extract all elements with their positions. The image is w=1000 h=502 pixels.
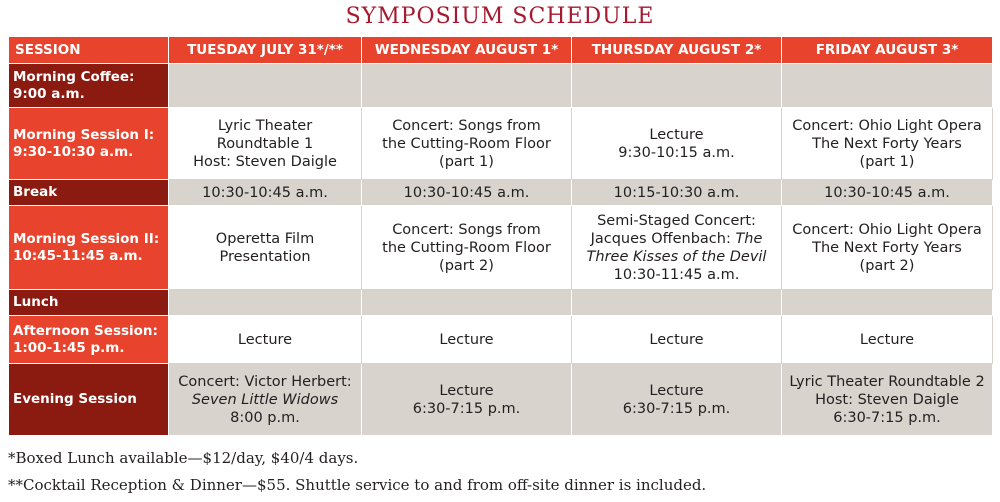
row-morning-session-2 <box>9 206 993 290</box>
footnote-cocktail-reception: **Cocktail Reception & Dinner—$55. Shuttle service to and from off-site dinner is included. <box>8 476 707 494</box>
schedule-cell: Lecture <box>362 316 572 364</box>
row-lunch <box>9 290 993 316</box>
schedule-cell: 10:15-10:30 a.m. <box>572 180 782 206</box>
schedule-cell: Semi-Staged Concert: Jacques Offenbach: The Three Kisses of the Devil 10:30-11:45 a.m. <box>572 206 782 290</box>
schedule-cell: Lecture <box>169 316 362 364</box>
header-friday: FRIDAY AUGUST 3* <box>782 37 993 64</box>
schedule-cell <box>782 64 993 108</box>
schedule-cell: Concert: Songs from the Cutting-Room Floor (part 2) <box>362 206 572 290</box>
row-break <box>9 180 993 206</box>
header-row <box>9 37 993 64</box>
schedule-cell: Concert: Ohio Light Opera The Next Forty Years (part 2) <box>782 206 993 290</box>
italic-title-start: The <box>735 230 763 247</box>
schedule-cell <box>362 64 572 108</box>
schedule-cell <box>169 290 362 316</box>
schedule-cell <box>572 290 782 316</box>
schedule-cell: 10:30-10:45 a.m. <box>782 180 993 206</box>
session-label: Afternoon Session: 1:00-1:45 p.m. <box>9 316 169 364</box>
schedule-cell: Lecture <box>782 316 993 364</box>
header-wednesday: WEDNESDAY AUGUST 1* <box>362 37 572 64</box>
schedule-cell: Lyric Theater Roundtable 2 Host: Steven Daigle 6:30-7:15 p.m. <box>782 364 993 436</box>
row-morning-session-1 <box>9 108 993 180</box>
schedule-cell: Lecture 6:30-7:15 p.m. <box>362 364 572 436</box>
session-label: Break <box>9 180 169 206</box>
session-label: Morning Coffee: 9:00 a.m. <box>9 64 169 108</box>
schedule-cell: Lecture <box>572 316 782 364</box>
schedule-cell: Concert: Victor Herbert: Seven Little Widows 8:00 p.m. <box>169 364 362 436</box>
row-morning-coffee <box>9 64 993 108</box>
session-label: Evening Session <box>9 364 169 436</box>
schedule-cell: Lecture 6:30-7:15 p.m. <box>572 364 782 436</box>
header-tuesday: TUESDAY JULY 31*/** <box>169 37 362 64</box>
schedule-cell <box>782 290 993 316</box>
schedule-cell: Concert: Ohio Light Opera The Next Forty Years (part 1) <box>782 108 993 180</box>
schedule-cell: 10:30-10:45 a.m. <box>362 180 572 206</box>
footnote-boxed-lunch: *Boxed Lunch available—$12/day, $40/4 days. <box>8 449 359 467</box>
schedule-cell <box>169 64 362 108</box>
session-label: Morning Session II: 10:45-11:45 a.m. <box>9 206 169 290</box>
row-evening-session <box>9 364 993 436</box>
header-session: SESSION <box>9 37 169 64</box>
schedule-cell: Concert: Songs from the Cutting-Room Floor (part 1) <box>362 108 572 180</box>
page-title: SYMPOSIUM SCHEDULE <box>345 4 655 29</box>
schedule-cell: Operetta Film Presentation <box>169 206 362 290</box>
session-label: Lunch <box>9 290 169 316</box>
schedule-cell: 10:30-10:45 a.m. <box>169 180 362 206</box>
schedule-cell <box>362 290 572 316</box>
row-afternoon-session <box>9 316 993 364</box>
schedule-cell <box>572 64 782 108</box>
schedule-table <box>8 36 993 436</box>
schedule-cell: Lyric Theater Roundtable 1 Host: Steven Daigle <box>169 108 362 180</box>
schedule-cell: Lecture 9:30-10:15 a.m. <box>572 108 782 180</box>
header-thursday: THURSDAY AUGUST 2* <box>572 37 782 64</box>
session-label: Morning Session I: 9:30-10:30 a.m. <box>9 108 169 180</box>
